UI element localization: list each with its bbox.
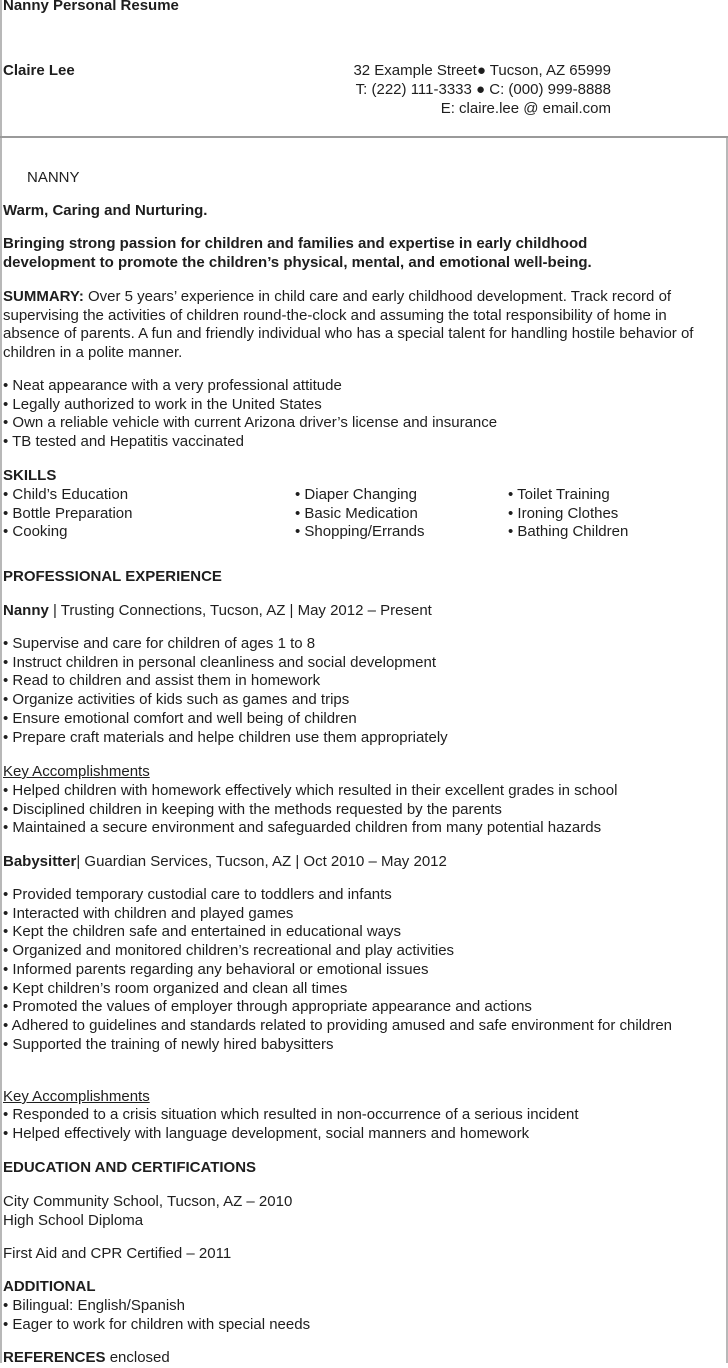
certification: First Aid and CPR Certified – 2011 [3,1245,232,1262]
intro-statement: Bringing strong passion for children and families and expertise in early childhood development to promote the children’s physical, mental, and emotional well-being. [3,235,592,271]
education-heading: EDUCATION AND CERTIFICATIONS [3,1159,257,1176]
skills-heading: SKILLS [3,467,57,484]
skill-item: • Toilet Training [508,486,610,503]
skill-item: • Shopping/Errands [295,523,425,541]
list-item: • Organize activities of kids such as games and trips [3,691,350,709]
list-item: • Prepare craft materials and helpe children use them appropriately [3,728,448,746]
contact-phones: T: (222) 111-3333 ● C: (000) 999-8888 [355,81,611,98]
list-item: • Interacted with children and played games [3,904,294,922]
list-item: • Own a reliable vehicle with current Arizona driver’s license and insurance [3,414,498,432]
list-item: • Kept children’s room organized and clean all times [3,979,348,997]
job-duties-nanny [3,635,725,747]
job-header-nanny [3,602,432,621]
contact-address: 32 Example Street● Tucson, AZ 65999 [353,62,611,79]
list-item: • Neat appearance with a very professional attitude [3,377,342,394]
position-title: NANNY [27,169,80,186]
skill-item: • Basic Medication [295,504,418,522]
references-line [3,1349,170,1368]
list-item: • Legally authorized to work in the United States [3,395,322,413]
skill-item: • Ironing Clothes [508,504,619,522]
skill-item: • Bottle Preparation [3,504,133,522]
list-item: • TB tested and Hepatitis vaccinated [3,433,244,451]
skills-column-1 [3,486,133,542]
accomplishments-nanny [3,782,725,838]
list-item: • Ensure emotional comfort and well being of children [3,709,357,727]
qualifications-list [3,377,725,452]
experience-heading: PROFESSIONAL EXPERIENCE [3,568,222,585]
summary-section [3,288,725,363]
job-details: | Guardian Services, Tucson, AZ | Oct 2010 – May 2012 [76,853,447,870]
list-item: • Adhered to guidelines and standards related to providing amused and safe environment for children [3,1016,673,1034]
list-item: • Disciplined children in keeping with the methods requested by the parents [3,800,502,818]
skill-item: • Bathing Children [508,523,629,541]
list-item: • Maintained a secure environment and safeguarded children from many potential hazards [3,819,602,837]
key-accomplishments-label: Key Accomplishments [3,1088,150,1105]
list-item: • Bilingual: English/Spanish [3,1297,186,1314]
job-title: Nanny [3,602,49,619]
list-item: • Provided temporary custodial care to toddlers and infants [3,886,392,903]
job-header-babysitter [3,853,447,872]
references-text: enclosed [105,1349,170,1366]
key-accomplishments-label: Key Accomplishments [3,763,150,780]
list-item: • Promoted the values of employer through appropriate appearance and actions [3,998,532,1016]
list-item: • Helped children with homework effectively which resulted in their excellent grades in school [3,782,618,799]
accomplishments-babysitter [3,1106,725,1143]
list-item: • Kept the children safe and entertained in educational ways [3,923,402,941]
list-item: • Informed parents regarding any behavioral or emotional issues [3,960,429,978]
additional-heading: ADDITIONAL [3,1278,96,1295]
skills-column-3 [508,486,628,542]
job-title: Babysitter [3,853,77,870]
document-title: Nanny Personal Resume [3,0,179,14]
skill-item: • Child’s Education [3,486,129,503]
tagline: Warm, Caring and Nurturing. [3,202,208,219]
references-label: REFERENCES [3,1349,106,1366]
list-item: • Eager to work for children with special needs [3,1315,311,1333]
list-item: • Supervise and care for children of ages 1 to 8 [3,635,316,652]
list-item: • Organized and monitored children’s recreational and play activities [3,942,455,960]
list-item: • Instruct children in personal cleanliness and social development [3,653,436,671]
additional-list [3,1297,725,1334]
skill-item: • Diaper Changing [295,486,417,503]
list-item: • Responded to a crisis situation which resulted in non-occurrence of a serious incident [3,1106,579,1123]
list-item: • Supported the training of newly hired babysitters [3,1035,334,1053]
education-diploma: High School Diploma [3,1212,144,1229]
page-border-left [0,0,2,1363]
header-divider [0,136,728,138]
list-item: • Read to children and assist them in homework [3,672,321,690]
candidate-name: Claire Lee [3,62,75,79]
contact-email: E: claire.lee @ email.com [440,100,611,117]
education-school: City Community School, Tucson, AZ – 2010 [3,1193,293,1210]
skill-item: • Cooking [3,523,68,541]
summary-label: SUMMARY: [3,288,84,305]
job-details: | Trusting Connections, Tucson, AZ | May 2012 – Present [48,602,432,619]
summary-text: Over 5 years’ experience in child care and early childhood development. Track record of supervising the activities of children round-the-clock and assuming the total responsibility of home in absence of parents. A fun and friendly individual who has a special talent for handling hostile behavior of children in a polite manner. [3,288,694,362]
skills-column-2 [295,486,425,542]
list-item: • Helped effectively with language development, social manners and homework [3,1124,530,1142]
job-duties-babysitter [3,886,725,1054]
